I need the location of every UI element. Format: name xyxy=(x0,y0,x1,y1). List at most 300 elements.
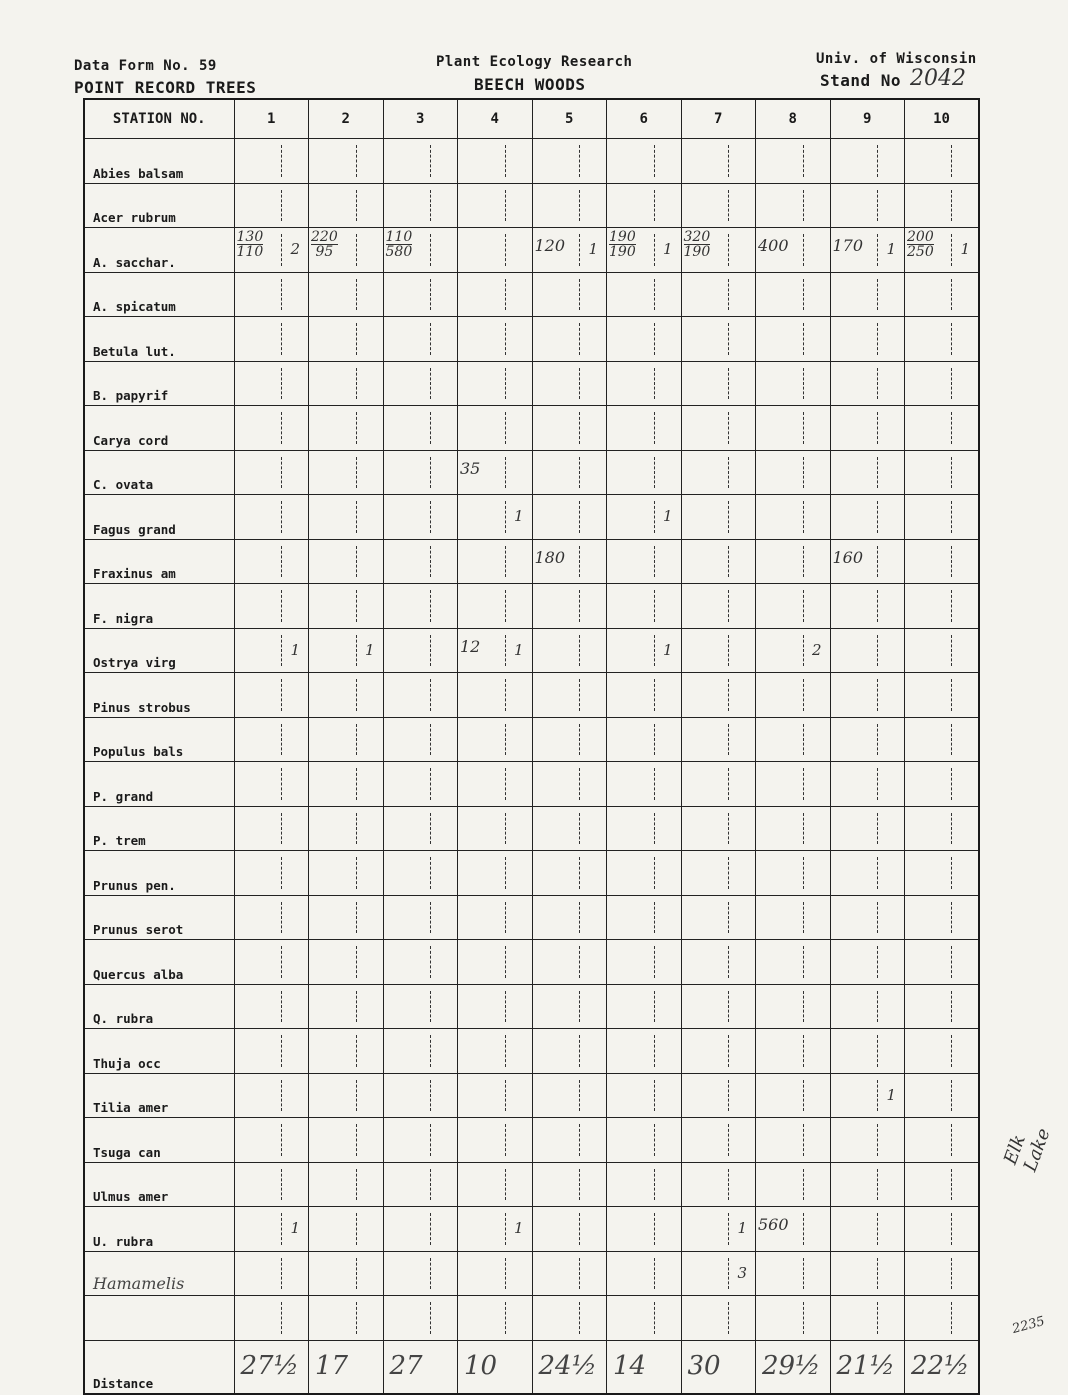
tick-divider xyxy=(951,991,952,1023)
tick-divider xyxy=(877,368,878,400)
tick-divider xyxy=(951,501,952,533)
tick-divider xyxy=(505,902,506,934)
cell-r7-station-6 xyxy=(607,450,682,495)
tick-divider xyxy=(877,635,878,667)
species-row xyxy=(84,940,979,985)
tick-divider xyxy=(430,457,431,489)
point-record-table xyxy=(83,98,980,1395)
station-2: 2 xyxy=(309,99,384,139)
tick-divider xyxy=(803,857,804,889)
species-label: Prunus serot xyxy=(84,895,234,940)
tick-divider xyxy=(728,457,729,489)
species-row xyxy=(84,984,979,1029)
species-label: P. trem xyxy=(84,806,234,851)
distance-cell xyxy=(756,1340,831,1394)
cell-r9-station-4 xyxy=(458,539,533,584)
cell-r4-station-6 xyxy=(607,317,682,362)
cell-r14-station-3 xyxy=(383,762,458,807)
station-3: 3 xyxy=(383,99,458,139)
tick-divider xyxy=(356,991,357,1023)
cell-r11-station-2 xyxy=(309,628,384,673)
tick-divider xyxy=(654,724,655,756)
cell-r14-station-9 xyxy=(830,762,905,807)
tick-divider xyxy=(356,679,357,711)
cell-r8-station-6 xyxy=(607,495,682,540)
cell-r7-station-9 xyxy=(830,450,905,495)
cell-r19-station-6 xyxy=(607,984,682,1029)
tick-divider xyxy=(356,590,357,622)
cell-r8-station-9 xyxy=(830,495,905,540)
cell-r21-station-5 xyxy=(532,1073,607,1118)
urubra-s1-count: 1 xyxy=(290,1219,300,1237)
tick-divider xyxy=(356,1080,357,1112)
cell-r20-station-3 xyxy=(383,1029,458,1074)
cell-ham-station-6 xyxy=(607,1251,682,1296)
tick-divider xyxy=(728,813,729,845)
cell-r24-station-7 xyxy=(681,1207,756,1252)
species-row xyxy=(84,1073,979,1118)
sacchar-s2-fraction-top: 220 xyxy=(311,229,338,245)
cell-r1-station-10 xyxy=(905,183,980,228)
tick-divider xyxy=(430,279,431,311)
cell-r9-station-2 xyxy=(309,539,384,584)
tick-divider xyxy=(579,1169,580,1201)
tick-divider xyxy=(579,857,580,889)
sacchar-s9-count: 1 xyxy=(886,240,896,258)
tick-divider xyxy=(951,902,952,934)
tick-divider xyxy=(505,190,506,222)
tick-divider xyxy=(951,1035,952,1067)
cell-r19-station-10 xyxy=(905,984,980,1029)
cell-r2-station-1 xyxy=(234,228,309,273)
cell-r1-station-2 xyxy=(309,183,384,228)
cell-r20-station-2 xyxy=(309,1029,384,1074)
cell-r21-station-4 xyxy=(458,1073,533,1118)
cell-r5-station-10 xyxy=(905,361,980,406)
tick-divider xyxy=(728,190,729,222)
species-row xyxy=(84,272,979,317)
cell-r0-station-3 xyxy=(383,139,458,184)
species-row xyxy=(84,539,979,584)
distance-cell xyxy=(607,1340,682,1394)
station-6: 6 xyxy=(607,99,682,139)
cell-r20-station-6 xyxy=(607,1029,682,1074)
cell-r20-station-10 xyxy=(905,1029,980,1074)
cell-r11-station-6 xyxy=(607,628,682,673)
cell-r12-station-7 xyxy=(681,673,756,718)
cell-r21-station-6 xyxy=(607,1073,682,1118)
tick-divider xyxy=(505,1169,506,1201)
blank-label xyxy=(84,1296,234,1341)
cell-r23-station-5 xyxy=(532,1162,607,1207)
cell-r13-station-3 xyxy=(383,717,458,762)
tick-divider xyxy=(356,1258,357,1290)
cell-r19-station-7 xyxy=(681,984,756,1029)
tick-divider xyxy=(430,768,431,800)
tick-divider xyxy=(728,1302,729,1334)
tick-divider xyxy=(728,1035,729,1067)
distance-value: 27 xyxy=(389,1350,423,1381)
cell-r22-station-10 xyxy=(905,1118,980,1163)
tick-divider xyxy=(803,323,804,355)
cell-r7-station-3 xyxy=(383,450,458,495)
cell-r24-station-6 xyxy=(607,1207,682,1252)
tick-divider xyxy=(579,323,580,355)
cell-r10-station-8 xyxy=(756,584,831,629)
tick-divider xyxy=(430,857,431,889)
cell-r9-station-10 xyxy=(905,539,980,584)
tick-divider xyxy=(430,546,431,578)
tick-divider xyxy=(281,724,282,756)
cell-r2-station-10 xyxy=(905,228,980,273)
cell-r8-station-4 xyxy=(458,495,533,540)
cell-r22-station-7 xyxy=(681,1118,756,1163)
tick-divider xyxy=(505,1035,506,1067)
cell-r10-station-4 xyxy=(458,584,533,629)
cell-r5-station-7 xyxy=(681,361,756,406)
tick-divider xyxy=(803,590,804,622)
tick-divider xyxy=(803,145,804,177)
cell-r15-station-5 xyxy=(532,806,607,851)
cell-r24-station-5 xyxy=(532,1207,607,1252)
blank-row xyxy=(84,1296,979,1341)
cell-ham-station-8 xyxy=(756,1251,831,1296)
cell-r5-station-4 xyxy=(458,361,533,406)
cell-r18-station-4 xyxy=(458,940,533,985)
tick-divider xyxy=(505,1080,506,1112)
tick-divider xyxy=(728,857,729,889)
cell-r5-station-3 xyxy=(383,361,458,406)
species-label: Thuja occ xyxy=(84,1029,234,1074)
tick-divider xyxy=(877,323,878,355)
cell-r1-station-9 xyxy=(830,183,905,228)
tick-divider xyxy=(281,190,282,222)
species-label: P. grand xyxy=(84,762,234,807)
tick-divider xyxy=(951,857,952,889)
tick-divider xyxy=(803,1124,804,1156)
cell-r13-station-9 xyxy=(830,717,905,762)
cell-r16-station-2 xyxy=(309,851,384,896)
cell-r24-station-1 xyxy=(234,1207,309,1252)
cell-r18-station-7 xyxy=(681,940,756,985)
tick-divider xyxy=(281,546,282,578)
tick-divider xyxy=(281,234,282,266)
tick-divider xyxy=(579,1124,580,1156)
tick-divider xyxy=(803,234,804,266)
station-header: STATION NO. xyxy=(84,99,234,139)
tick-divider xyxy=(951,368,952,400)
tick-divider xyxy=(728,768,729,800)
species-label: B. papyrif xyxy=(84,361,234,406)
tick-divider xyxy=(877,279,878,311)
cell-r14-station-4 xyxy=(458,762,533,807)
tick-divider xyxy=(579,902,580,934)
tick-divider xyxy=(356,902,357,934)
tick-divider xyxy=(281,1124,282,1156)
tick-divider xyxy=(430,991,431,1023)
tick-divider xyxy=(803,991,804,1023)
cell-r23-station-8 xyxy=(756,1162,831,1207)
cell-r10-station-2 xyxy=(309,584,384,629)
species-row xyxy=(84,1162,979,1207)
tick-divider xyxy=(654,590,655,622)
species-label: Acer rubrum xyxy=(84,183,234,228)
distance-cell xyxy=(681,1340,756,1394)
tick-divider xyxy=(728,1124,729,1156)
tick-divider xyxy=(579,635,580,667)
cell-r2-station-6 xyxy=(607,228,682,273)
cell-r21-station-10 xyxy=(905,1073,980,1118)
tick-divider xyxy=(803,457,804,489)
cell-r8-station-10 xyxy=(905,495,980,540)
cell-r7-station-4 xyxy=(458,450,533,495)
tick-divider xyxy=(281,1302,282,1334)
tick-divider xyxy=(877,902,878,934)
tick-divider xyxy=(430,323,431,355)
tick-divider xyxy=(281,279,282,311)
species-row-extra xyxy=(84,1251,979,1296)
tick-divider xyxy=(728,546,729,578)
tick-divider xyxy=(505,323,506,355)
margin-number: 2235 xyxy=(1010,1313,1047,1338)
species-label: Populus bals xyxy=(84,717,234,762)
cell-r10-station-10 xyxy=(905,584,980,629)
tick-divider xyxy=(728,724,729,756)
cell-r0-station-7 xyxy=(681,139,756,184)
tick-divider xyxy=(505,145,506,177)
tick-divider xyxy=(877,412,878,444)
tick-divider xyxy=(356,1035,357,1067)
cell-r6-station-4 xyxy=(458,406,533,451)
cell-r8-station-2 xyxy=(309,495,384,540)
cell-r5-station-8 xyxy=(756,361,831,406)
tick-divider xyxy=(505,635,506,667)
urubra-s7-count: 1 xyxy=(737,1219,747,1237)
tick-divider xyxy=(505,234,506,266)
cell-ham-station-4 xyxy=(458,1251,533,1296)
tick-divider xyxy=(803,902,804,934)
cell-r7-station-2 xyxy=(309,450,384,495)
cell-r15-station-3 xyxy=(383,806,458,851)
cell-r11-station-4 xyxy=(458,628,533,673)
cell-r21-station-8 xyxy=(756,1073,831,1118)
cell-r2-station-4 xyxy=(458,228,533,273)
distance-value: 14 xyxy=(613,1350,647,1381)
cell-r3-station-1 xyxy=(234,272,309,317)
tick-divider xyxy=(505,991,506,1023)
cell-r8-station-1 xyxy=(234,495,309,540)
tick-divider xyxy=(356,857,357,889)
tick-divider xyxy=(803,190,804,222)
cell-r6-station-6 xyxy=(607,406,682,451)
margin-note: Elk Lake xyxy=(1000,1125,1055,1175)
tick-divider xyxy=(430,501,431,533)
species-label: Fraxinus am xyxy=(84,539,234,584)
cell-r1-station-1 xyxy=(234,183,309,228)
cell-r19-station-8 xyxy=(756,984,831,1029)
tick-divider xyxy=(951,279,952,311)
species-label: Tsuga can xyxy=(84,1118,234,1163)
tick-divider xyxy=(430,1213,431,1245)
tick-divider xyxy=(579,190,580,222)
tick-divider xyxy=(356,1302,357,1334)
form-number: Data Form No. 59 xyxy=(74,58,217,74)
species-label: Tilia amer xyxy=(84,1073,234,1118)
cell-r1-station-4 xyxy=(458,183,533,228)
tick-divider xyxy=(281,590,282,622)
tick-divider xyxy=(356,1124,357,1156)
tick-divider xyxy=(281,323,282,355)
cell-ham-station-1 xyxy=(234,1251,309,1296)
hamamelis-s7-count: 3 xyxy=(737,1263,747,1282)
tick-divider xyxy=(877,190,878,222)
urubra-s4-count: 1 xyxy=(513,1219,524,1237)
cell-blank-station-7 xyxy=(681,1296,756,1341)
cell-r14-station-7 xyxy=(681,762,756,807)
cell-r0-station-2 xyxy=(309,139,384,184)
tick-divider xyxy=(877,768,878,800)
species-row xyxy=(84,762,979,807)
tick-divider xyxy=(505,813,506,845)
cell-r11-station-5 xyxy=(532,628,607,673)
ostrya-s4-value: 12 xyxy=(460,636,481,656)
tick-divider xyxy=(951,1213,952,1245)
tick-divider xyxy=(728,946,729,978)
tick-divider xyxy=(877,457,878,489)
tick-divider xyxy=(803,1258,804,1290)
species-label: Q. rubra xyxy=(84,984,234,1029)
tick-divider xyxy=(505,946,506,978)
tick-divider xyxy=(356,457,357,489)
cell-r4-station-1 xyxy=(234,317,309,362)
sacchar-s6-count: 1 xyxy=(662,240,673,258)
species-label: Quercus alba xyxy=(84,940,234,985)
cell-r16-station-7 xyxy=(681,851,756,896)
cell-r19-station-3 xyxy=(383,984,458,1029)
tick-divider xyxy=(728,590,729,622)
cell-r17-station-3 xyxy=(383,895,458,940)
sacchar-s5-value: 120 xyxy=(534,236,566,255)
tick-divider xyxy=(579,768,580,800)
species-label: Pinus strobus xyxy=(84,673,234,718)
cell-r11-station-1 xyxy=(234,628,309,673)
cell-r22-station-1 xyxy=(234,1118,309,1163)
tick-divider xyxy=(505,279,506,311)
species-label: Ulmus amer xyxy=(84,1162,234,1207)
tick-divider xyxy=(654,145,655,177)
tick-divider xyxy=(803,279,804,311)
tick-divider xyxy=(654,412,655,444)
species-row xyxy=(84,584,979,629)
tick-divider xyxy=(877,813,878,845)
cell-r9-station-7 xyxy=(681,539,756,584)
species-label: Fagus grand xyxy=(84,495,234,540)
distance-row xyxy=(84,1340,979,1394)
tick-divider xyxy=(356,813,357,845)
cell-r23-station-6 xyxy=(607,1162,682,1207)
tick-divider xyxy=(728,145,729,177)
cell-r15-station-10 xyxy=(905,806,980,851)
ostrya-s8-count: 2 xyxy=(811,640,822,659)
cell-r9-station-8 xyxy=(756,539,831,584)
cell-r0-station-5 xyxy=(532,139,607,184)
cell-r14-station-1 xyxy=(234,762,309,807)
cell-r2-station-7 xyxy=(681,228,756,273)
tick-divider xyxy=(579,412,580,444)
cell-r22-station-9 xyxy=(830,1118,905,1163)
tick-divider xyxy=(951,1302,952,1334)
tick-divider xyxy=(951,145,952,177)
species-row xyxy=(84,628,979,673)
cell-r16-station-8 xyxy=(756,851,831,896)
cell-r4-station-4 xyxy=(458,317,533,362)
tick-divider xyxy=(505,1258,506,1290)
cell-r0-station-4 xyxy=(458,139,533,184)
tick-divider xyxy=(281,679,282,711)
tick-divider xyxy=(281,768,282,800)
tick-divider xyxy=(803,368,804,400)
cell-r12-station-3 xyxy=(383,673,458,718)
cell-r16-station-3 xyxy=(383,851,458,896)
species-row xyxy=(84,673,979,718)
distance-cell xyxy=(309,1340,384,1394)
tick-divider xyxy=(505,412,506,444)
cell-r16-station-6 xyxy=(607,851,682,896)
cell-r3-station-10 xyxy=(905,272,980,317)
cell-r17-station-1 xyxy=(234,895,309,940)
tick-divider xyxy=(951,323,952,355)
cell-blank-station-3 xyxy=(383,1296,458,1341)
species-label: A. spicatum xyxy=(84,272,234,317)
cell-r22-station-3 xyxy=(383,1118,458,1163)
tick-divider xyxy=(505,768,506,800)
tick-divider xyxy=(505,501,506,533)
tick-divider xyxy=(579,1302,580,1334)
tick-divider xyxy=(877,1169,878,1201)
tick-divider xyxy=(505,368,506,400)
cell-r22-station-2 xyxy=(309,1118,384,1163)
cell-r18-station-2 xyxy=(309,940,384,985)
cell-r15-station-1 xyxy=(234,806,309,851)
cell-ham-station-3 xyxy=(383,1251,458,1296)
tick-divider xyxy=(728,679,729,711)
species-label: Abies balsam xyxy=(84,139,234,184)
tick-divider xyxy=(579,590,580,622)
species-row xyxy=(84,895,979,940)
cell-r12-station-8 xyxy=(756,673,831,718)
tick-divider xyxy=(579,1080,580,1112)
stand-value: 2042 xyxy=(910,66,966,91)
tick-divider xyxy=(579,546,580,578)
cell-r1-station-5 xyxy=(532,183,607,228)
cell-r4-station-2 xyxy=(309,317,384,362)
species-label: A. sacchar. xyxy=(84,228,234,273)
distance-value: 27½ xyxy=(240,1350,299,1381)
tick-divider xyxy=(951,724,952,756)
sacchar-s6-fraction xyxy=(609,230,636,259)
tick-divider xyxy=(728,991,729,1023)
tick-divider xyxy=(803,412,804,444)
cell-r3-station-9 xyxy=(830,272,905,317)
cell-r3-station-7 xyxy=(681,272,756,317)
tick-divider xyxy=(356,190,357,222)
cell-blank-station-9 xyxy=(830,1296,905,1341)
tick-divider xyxy=(877,724,878,756)
species-row xyxy=(84,806,979,851)
cell-r13-station-10 xyxy=(905,717,980,762)
extra-species-label: Hamamelis xyxy=(84,1251,234,1296)
cell-r17-station-10 xyxy=(905,895,980,940)
